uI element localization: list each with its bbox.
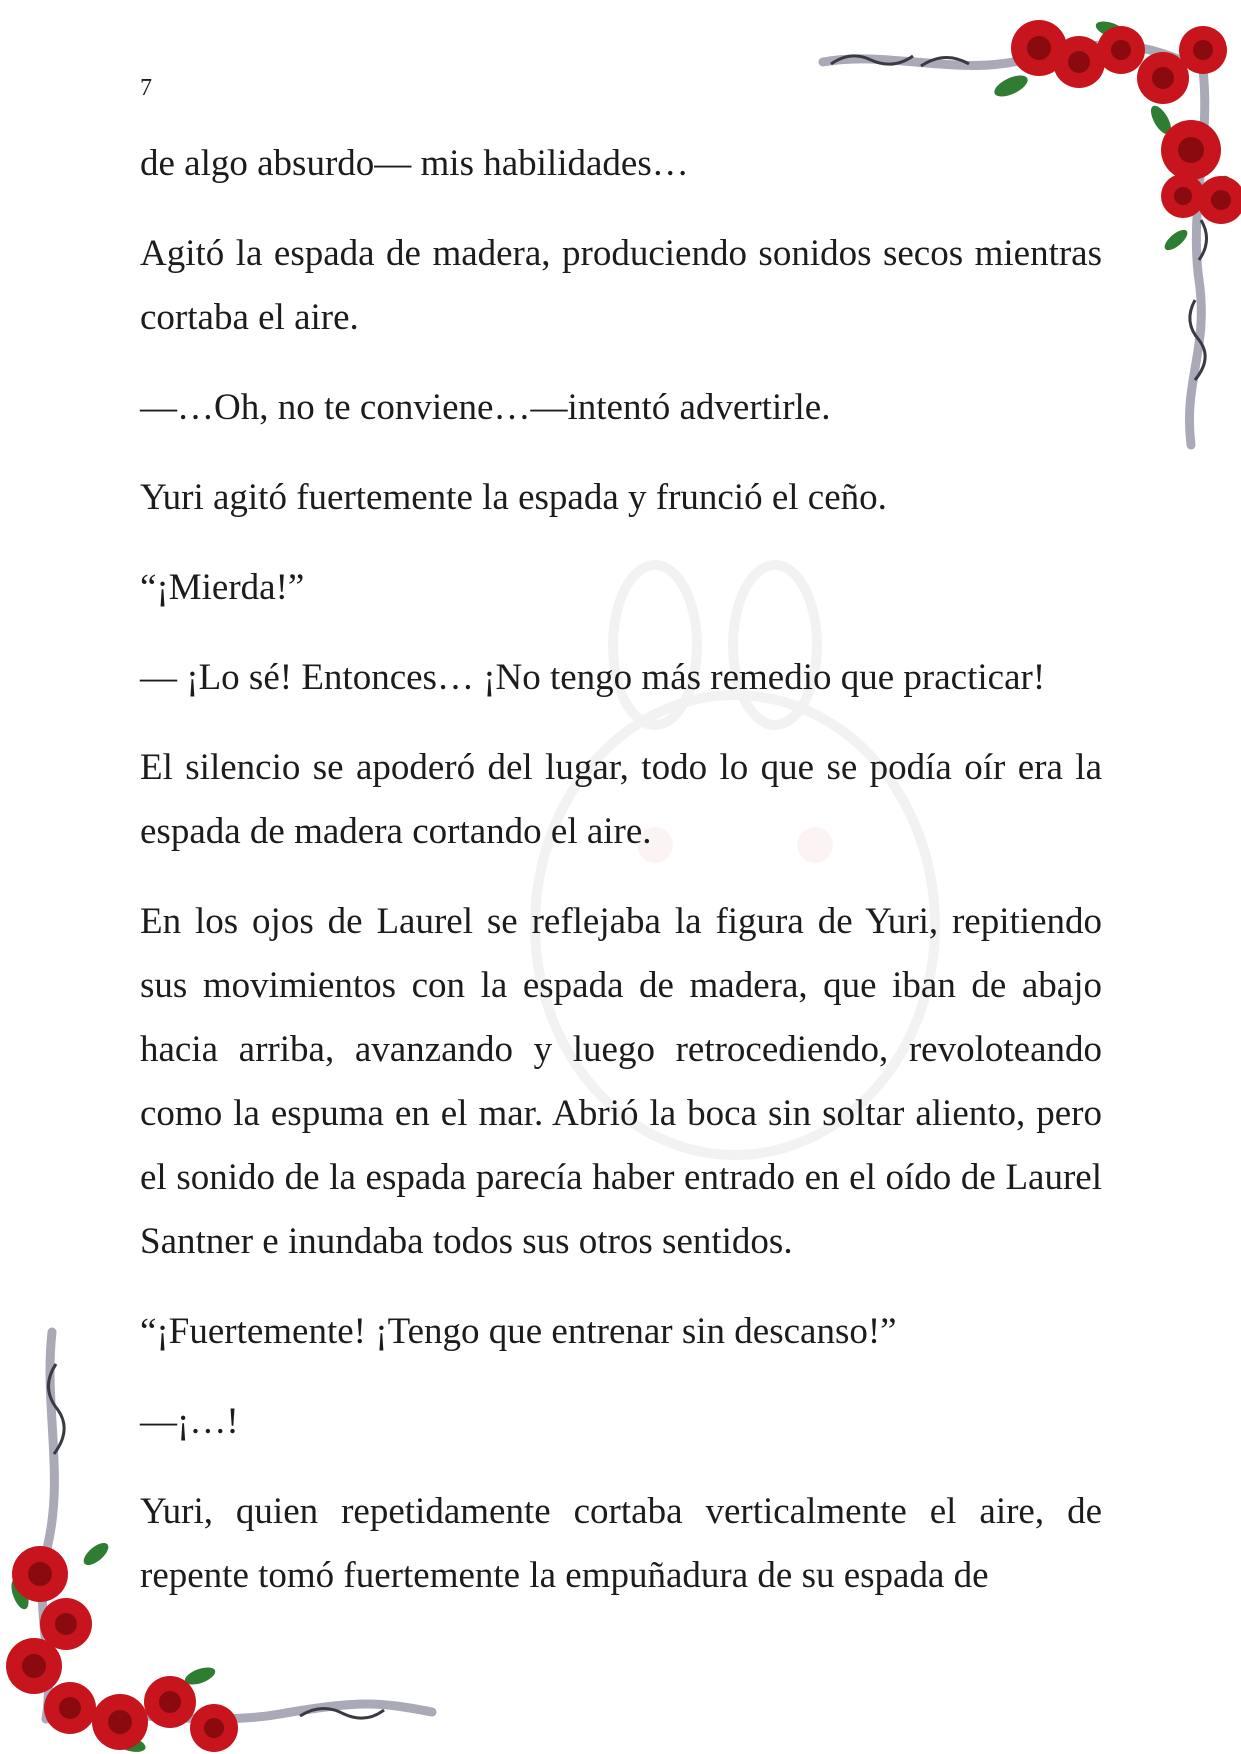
paragraph: — ¡Lo sé! Entonces… ¡No tengo más remedio que practicar!	[140, 657, 1046, 698]
paragraph: El silencio se apoderó del lugar, todo lo que se podía oír era la espada de madera cortando el aire.	[140, 747, 1102, 852]
paragraph: Yuri agitó fuertemente la espada y frunció el ceño.	[140, 477, 887, 518]
paragraph: —…Oh, no te conviene…—intentó advertirle.	[140, 387, 831, 428]
paragraph: de algo absurdo— mis habilidades…	[140, 143, 689, 184]
paragraph: En los ojos de Laurel se reflejaba la figura de Yuri, repitiendo sus movimientos con la espada de madera, que iban de abajo hacia arriba, avanzando y luego retrocediendo, revoloteando como la espuma en el mar. Abrió la boca sin soltar aliento, pero el sonido de la espada parecía haber entrado en el oído de Laurel Santner e inundaba todos sus otros sentidos.	[140, 901, 1102, 1262]
paragraph: —¡…!	[140, 1401, 239, 1442]
body-text	[140, 132, 1102, 1634]
paragraph: Yuri, quien repetidamente cortaba verticalmente el aire, de repente tomó fuertemente la empuñadura de su espada de	[140, 1491, 1102, 1596]
paragraph: Agitó la espada de madera, produciendo sonidos secos mientras cortaba el aire.	[140, 233, 1102, 338]
paragraph: “¡Mierda!”	[140, 567, 305, 608]
paragraph: “¡Fuertemente! ¡Tengo que entrenar sin descanso!”	[140, 1311, 897, 1352]
page-number: 7	[140, 75, 152, 101]
